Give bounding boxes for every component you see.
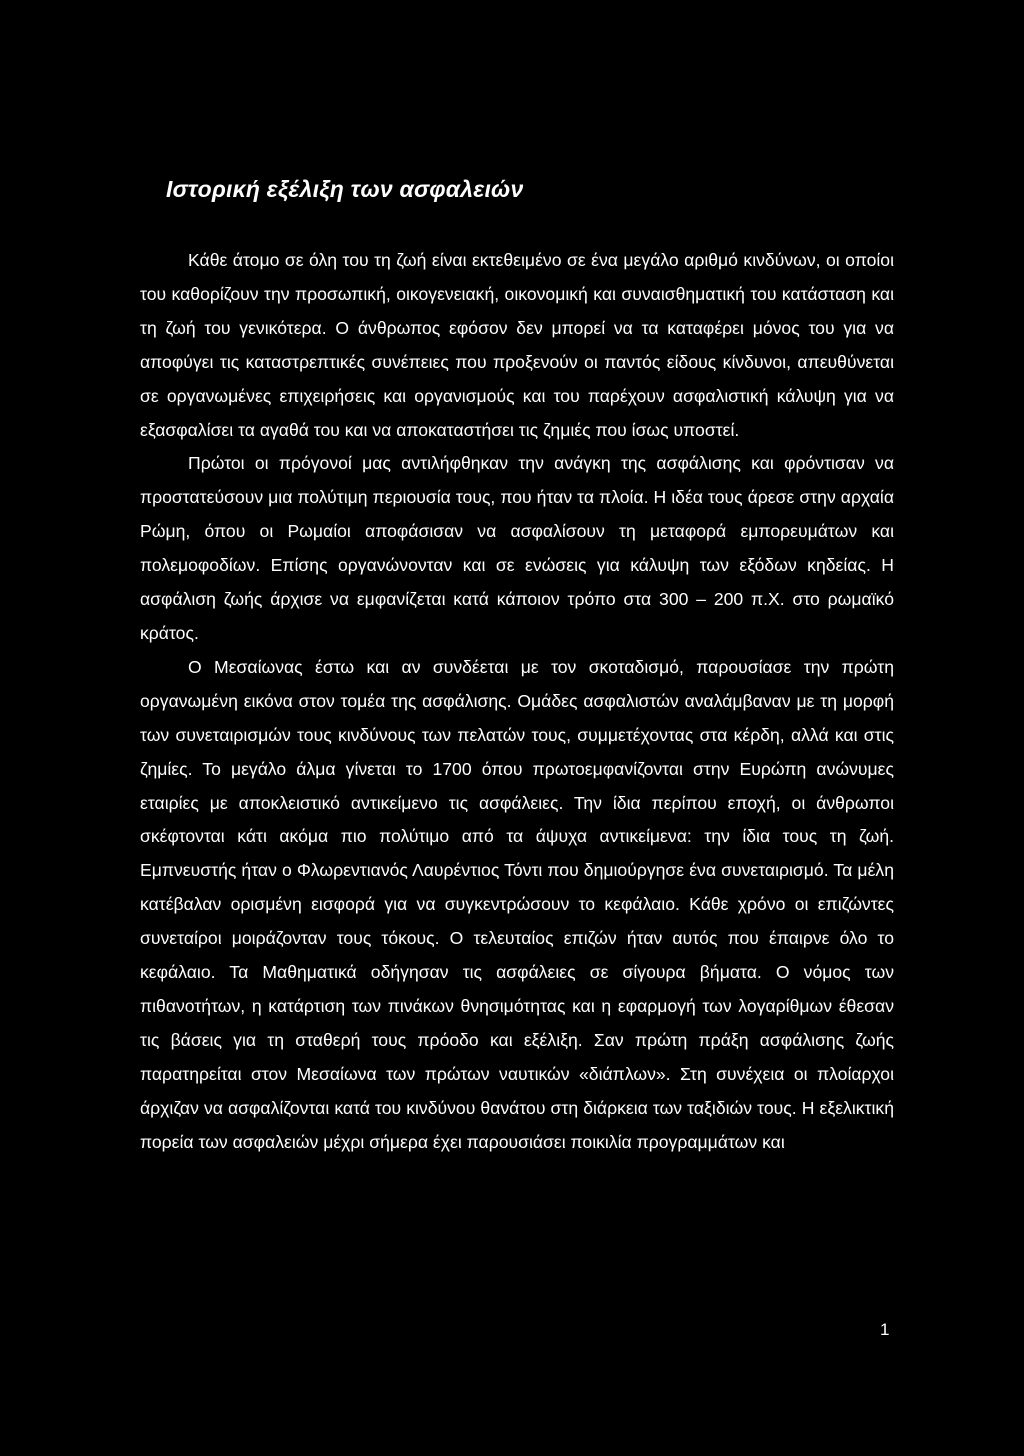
document-body — [140, 244, 894, 1159]
page-content — [140, 172, 894, 1159]
paragraph-ancestors: Πρώτοι οι πρόγονοί μας αντιλήφθηκαν την ανάγκη της ασφάλισης και φρόντισαν να προστατεύσουν μια πολύτιμη περιουσία τους, που ήταν τα πλοία. Η ιδέα τους άρεσε στην αρχαία Ρώμη, όπου οι Ρωμαίοι αποφάσισαν να ασφαλίσουν τη μεταφορά εμπορευμάτων και πολεμοφοδίων. Επίσης οργανώνονταν και σε ενώσεις για κάλυψη των εξόδων κηδείας. Η ασφάλιση ζωής άρχισε να εμφανίζεται κατά κάποιον τρόπο στα 300 – 200 π.Χ. στο ρωμαϊκό κράτος. — [140, 453, 894, 643]
paragraph-middle-ages: Ο Μεσαίωνας έστω και αν συνδέεται με τον σκοταδισμό, παρουσίασε την πρώτη οργανωμένη εικόνα στον τομέα της ασφάλισης. Ομάδες ασφαλιστών αναλάμβαναν με τη μορφή των συνεταιρισμών τους κινδύνους των πελατών τους, συμμετέχοντας στα κέρδη, αλλά και στις ζημίες. Το μεγάλο άλμα γίνεται το 1700 όπου πρωτοεμφανίζονται στην Ευρώπη ανώνυμες εταιρίες με αποκλειστικό αντικείμενο τις ασφάλειες. Την ίδια περίπου εποχή, οι άνθρωποι σκέφτονται κάτι ακόμα πιο πολύτιμο από τα άψυχα αντικείμενα: την ίδια τους τη ζωή. Εμπνευστής ήταν ο Φλωρεντιανός Λαυρέντιος Τόντι που δημιούργησε ένα συνεταιρισμό. Τα μέλη κατέβαλαν ορισμένη εισφορά για να συγκεντρώσουν το κεφάλαιο. Κάθε χρόνο οι επιζώντες συνεταίροι μοιράζονταν τους τόκους. Ο τελευταίος επιζών ήταν αυτός που έπαιρνε όλο το κεφάλαιο. Τα Μαθηματικά οδήγησαν τις ασφάλειες σε σίγουρα βήματα. Ο νόμος των πιθανοτήτων, η κατάρτιση των πινάκων θνησιμότητας και η εφαρμογή των λογαρίθμων έθεσαν τις βάσεις για τη σταθερή τους πρόοδο και εξέλιξη. Σαν πρώτη πράξη ασφάλισης ζωής παρατηρείται στον Μεσαίωνα των πρώτων ναυτικών «διάπλων». Στη συνέχεια οι πλοίαρχοι άρχιζαν να ασφαλίζονται κατά του κινδύνου θανάτου στη διάρκεια των ταξιδιών τους. Η εξελικτική πορεία των ασφαλειών μέχρι σήμερα έχει παρουσιάσει ποικιλία προγραμμάτων και — [140, 656, 894, 1152]
page-number: 1 — [880, 1320, 890, 1339]
document-title: Ιστορική εξέλιξη των ασφαλειών — [166, 176, 524, 202]
paragraph-introduction: Κάθε άτομο σε όλη του τη ζωή είναι εκτεθειμένο σε ένα μεγάλο αριθμό κινδύνων, οι οποίοι του καθορίζουν την προσωπική, οικογενειακή, οικονομική και συναισθηματική του κατάσταση και τη ζωή του γενικότερα. Ο άνθρωπος εφόσον δεν μπορεί να τα καταφέρει μόνος του για να αποφύγει τις καταστρεπτικές συνέπειες που προξενούν οι παντός είδους κίνδυνοι, απευθύνεται σε οργανωμένες επιχειρήσεις και οργανισμούς και του παρέχουν ασφαλιστική κάλυψη για να εξασφαλίσει τα αγαθά του και να αποκαταστήσει τις ζημιές που ίσως υποστεί. — [140, 250, 894, 440]
